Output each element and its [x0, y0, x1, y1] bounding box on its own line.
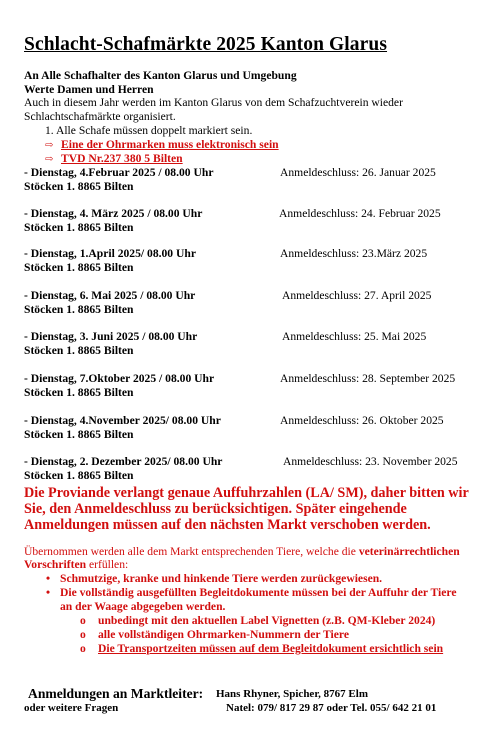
market-date: - Dienstag, 2. Dezember 2025/ 08.00 Uhr [24, 455, 223, 468]
market-place: Stöcken 1. 8865 Bilten [24, 221, 134, 234]
circle-bullet-icon: o [80, 628, 86, 641]
market-date: - Dienstag, 4.November 2025/ 08.00 Uhr [24, 414, 221, 427]
market-deadline: Anmeldeschluss: 23. November 2025 [283, 455, 458, 468]
page-title: Schlacht-Schafmärkte 2025 Kanton Glarus [24, 34, 388, 55]
market-date: - Dienstag, 1.April 2025/ 08.00 Uhr [24, 247, 196, 260]
intro-greeting: An Alle Schafhalter des Kanton Glarus und Umgebung [24, 69, 297, 82]
market-date: - Dienstag, 4. März 2025 / 08.00 Uhr [24, 207, 203, 220]
market-deadline: Anmeldeschluss: 26. Oktober 2025 [280, 414, 444, 427]
market-place: Stöcken 1. 8865 Bilten [24, 469, 134, 482]
bullet-icon: • [46, 572, 51, 585]
market-place: Stöcken 1. 8865 Bilten [24, 428, 134, 441]
arrow-icon: ⇨ [45, 154, 54, 165]
intro-text-1: Auch in diesem Jahr werden im Kanton Glarus von dem Schafzuchtverein wieder [24, 96, 403, 109]
vet-bullet-2-continued: an der Waage abgegeben werden. [60, 600, 226, 613]
notice-line-2: Sie, den Anmeldeschluss zu berücksichtigen. Später eingehende [24, 501, 407, 517]
contact-phone: Natel: 079/ 817 29 87 oder Tel. 055/ 642 21 01 [226, 702, 437, 714]
vet-line-2-bold: Vorschriften [24, 558, 87, 571]
market-place: Stöcken 1. 8865 Bilten [24, 386, 134, 399]
market-place: Stöcken 1. 8865 Bilten [24, 180, 134, 193]
vet-line-2-text: erfüllen: [86, 558, 129, 571]
notice-line-3: Anmeldungen müssen auf den nächsten Markt verschoben werden. [24, 517, 431, 533]
vet-line-1 [24, 545, 460, 558]
notice-line-1: Die Proviande verlangt genaue Auffuhrzahlen (LA/ SM), daher bitten wir [24, 485, 469, 501]
intro-text-2: Schlachtschafmärkte organisiert. [24, 110, 176, 123]
contact-label: Anmeldungen an Marktleiter: [28, 686, 204, 701]
market-place: Stöcken 1. 8865 Bilten [24, 303, 134, 316]
requirement-electronic-text: Eine der Ohrmarken muss elektronisch sein [61, 138, 279, 151]
vet-sub-2-text: alle vollständigen Ohrmarken-Nummern der Tiere [98, 628, 349, 641]
intro-salutation: Werte Damen und Herren [24, 83, 154, 96]
contact-label-2: oder weitere Fragen [24, 702, 119, 714]
circle-bullet-icon: o [80, 614, 86, 627]
vet-bullet-1-text: Schmutzige, kranke und hinkende Tiere werden zurückgewiesen. [60, 572, 383, 585]
requirement-item-electronic [45, 138, 279, 151]
vet-bullet-2 [46, 586, 456, 599]
vet-sub-3-text: Die Transportzeiten müssen auf dem Begleitdokument ersichtlich sein [98, 642, 444, 655]
market-date: - Dienstag, 6. Mai 2025 / 08.00 Uhr [24, 289, 196, 302]
market-place: Stöcken 1. 8865 Bilten [24, 344, 134, 357]
requirement-item-tvd [45, 152, 183, 165]
contact-name: Hans Rhyner, Spicher, 8767 Elm [216, 688, 368, 700]
market-deadline: Anmeldeschluss: 23.März 2025 [280, 247, 428, 260]
arrow-icon: ⇨ [45, 140, 54, 151]
vet-bullet-2-text: Die vollständig ausgefüllten Begleitdokumente müssen bei der Auffuhr der Tiere [60, 586, 457, 599]
market-deadline: Anmeldeschluss: 27. April 2025 [282, 289, 432, 302]
vet-sub-3 [80, 642, 443, 655]
market-deadline: Anmeldeschluss: 28. September 2025 [280, 372, 456, 385]
vet-line-1-text: Übernommen werden alle dem Markt entsprechenden Tiere, welche die [24, 545, 359, 558]
market-deadline: Anmeldeschluss: 24. Februar 2025 [279, 207, 441, 220]
requirement-numbered: 1. Alle Schafe müssen doppelt markiert sein. [45, 124, 253, 137]
market-deadline: Anmeldeschluss: 25. Mai 2025 [282, 330, 427, 343]
vet-bullet-1 [46, 572, 382, 585]
market-date: - Dienstag, 3. Juni 2025 / 08.00 Uhr [24, 330, 198, 343]
circle-bullet-icon: o [80, 642, 86, 655]
market-date: - Dienstag, 7.Oktober 2025 / 08.00 Uhr [24, 372, 215, 385]
vet-sub-2 [80, 628, 349, 641]
market-place: Stöcken 1. 8865 Bilten [24, 261, 134, 274]
vet-line-1-bold: veterinärrechtlichen [358, 545, 460, 558]
market-date: - Dienstag, 4.Februar 2025 / 08.00 Uhr [24, 166, 214, 179]
vet-line-2 [24, 558, 128, 571]
requirement-tvd-text: TVD Nr.237 380 5 Bilten [61, 152, 183, 165]
vet-sub-1-text: unbedingt mit den aktuellen Label Vignetten (z.B. QM-Kleber 2024) [98, 614, 436, 627]
market-deadline: Anmeldeschluss: 26. Januar 2025 [280, 166, 436, 179]
vet-sub-1 [80, 614, 435, 627]
bullet-icon: • [46, 586, 51, 599]
